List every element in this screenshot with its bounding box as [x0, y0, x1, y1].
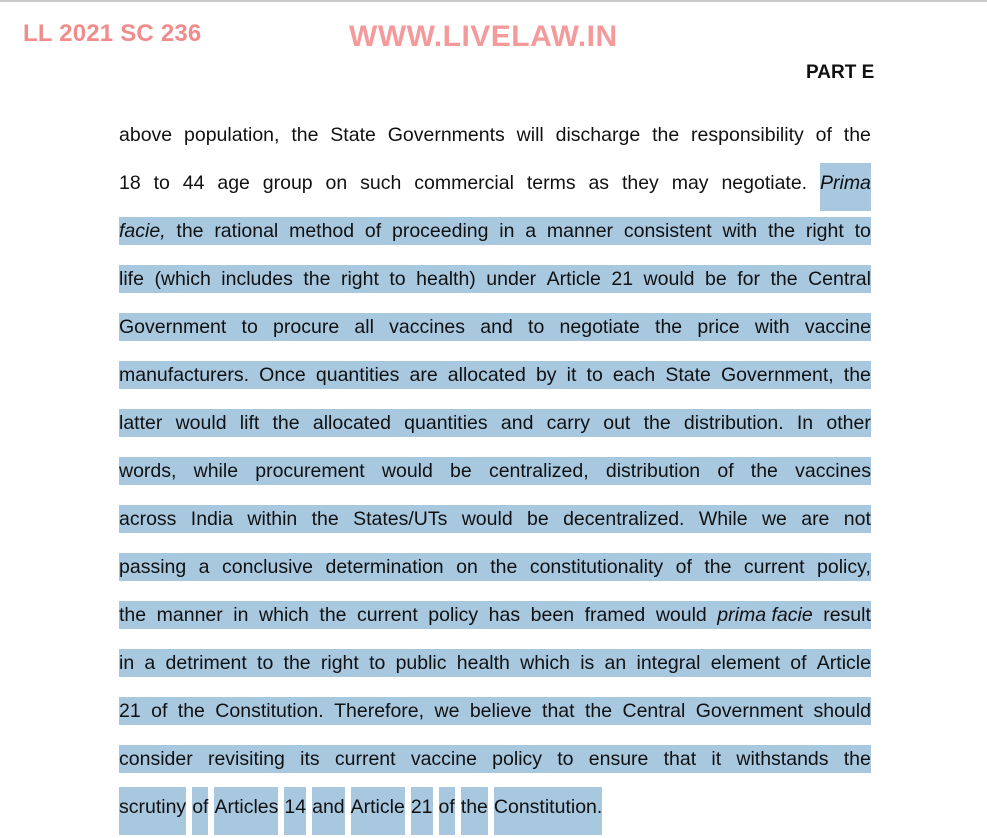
highlighted-word: to	[369, 652, 386, 674]
highlighted-word: rational	[214, 220, 279, 242]
word: will	[516, 124, 544, 146]
text-line	[119, 211, 871, 259]
word: State	[330, 124, 376, 146]
highlighted-word: India	[190, 508, 234, 530]
highlighted-word: distribution.	[683, 412, 784, 434]
highlighted-word: of	[364, 220, 382, 242]
highlighted-word: and	[480, 316, 513, 338]
highlighted-word: right	[805, 220, 844, 242]
highlighted-word: to	[557, 748, 574, 770]
highlighted-word: current	[334, 748, 396, 770]
highlighted-word: 21	[119, 700, 141, 722]
highlighted-word: has	[488, 604, 521, 626]
highlighted-word: policy,	[817, 556, 871, 578]
text-line	[119, 307, 871, 355]
highlighted-word: vaccines	[795, 460, 871, 482]
highlighted-word: allocated	[447, 364, 526, 386]
highlighted-word: would	[461, 508, 513, 530]
word: Governments	[387, 124, 505, 146]
highlighted-word: Constitution.	[215, 700, 324, 722]
word: the	[291, 124, 319, 146]
highlighted-word: of	[790, 652, 807, 674]
highlighted-word: a	[525, 220, 537, 242]
highlighted-word: distribution	[605, 460, 701, 482]
highlighted-word: a	[144, 652, 156, 674]
highlighted-word: health)	[416, 268, 476, 290]
highlighted-word: policy	[428, 604, 479, 626]
highlighted-word: scrutiny	[119, 787, 186, 835]
highlighted-word: not	[843, 508, 871, 530]
part-heading: PART E	[806, 62, 875, 83]
text-line	[119, 787, 871, 835]
word: population,	[184, 124, 280, 146]
highlighted-word: quantities	[404, 412, 488, 434]
highlighted-word: the	[272, 412, 300, 434]
highlighted-word: within	[247, 508, 298, 530]
highlighted-word: while	[193, 460, 239, 482]
word: terms	[526, 172, 576, 194]
highlighted-word: constitutionality	[529, 556, 664, 578]
highlighted-word: would	[643, 268, 695, 290]
highlighted-word: consistent	[623, 220, 712, 242]
highlighted-word: in	[119, 652, 135, 674]
highlighted-word: procurement	[255, 460, 365, 482]
highlighted-word: proceeding	[391, 220, 489, 242]
highlighted-word: Therefore,	[334, 700, 425, 722]
highlighted-word: right	[320, 652, 359, 674]
highlighted-word: the	[177, 700, 205, 722]
highlighted-word: 21	[411, 787, 433, 835]
word: to	[153, 172, 170, 194]
text-line	[119, 691, 871, 739]
highlighted-word: the	[176, 220, 204, 242]
highlighted-word: latter	[119, 412, 163, 434]
word: they	[621, 172, 659, 194]
highlighted-word: States/UTs	[353, 508, 448, 530]
highlighted-word: Central	[622, 700, 686, 722]
word: group	[262, 172, 313, 194]
word: age	[217, 172, 250, 194]
highlighted-word: a	[198, 556, 210, 578]
highlighted-word: of	[151, 700, 168, 722]
text-line	[119, 115, 871, 163]
highlighted-word: its	[300, 748, 320, 770]
highlighted-word: to	[241, 316, 258, 338]
highlighted-word: life	[119, 268, 144, 290]
highlighted-word: procure	[273, 316, 340, 338]
highlighted-word: quantities	[315, 364, 400, 386]
highlighted-word: the	[319, 604, 347, 626]
highlighted-word: Once	[259, 364, 306, 386]
highlighted-word: vaccine	[804, 316, 871, 338]
highlighted-word: to	[528, 316, 545, 338]
highlighted-word: we	[434, 700, 460, 722]
highlighted-word: manufacturers.	[119, 364, 250, 386]
highlighted-word: lift	[239, 412, 260, 434]
highlighted-word: it	[711, 748, 722, 770]
highlighted-word: right	[340, 268, 379, 290]
text-line	[119, 259, 871, 307]
highlighted-word: and	[500, 412, 534, 434]
highlighted-word: in	[233, 604, 249, 626]
highlighted-word: to	[257, 652, 274, 674]
highlighted-word: words,	[119, 460, 177, 482]
highlighted-word: been	[530, 604, 575, 626]
highlighted-word: framed	[584, 604, 646, 626]
highlighted-word: believe	[469, 700, 532, 722]
highlighted-word: of	[675, 556, 692, 578]
highlighted-word: are	[801, 508, 830, 530]
word: commercial	[414, 172, 514, 194]
highlighted-word: Government,	[720, 364, 834, 386]
highlighted-word: the	[311, 508, 339, 530]
highlighted-word: result	[823, 604, 871, 626]
word: of	[815, 124, 832, 146]
highlighted-word: health	[456, 652, 510, 674]
word: 18	[119, 172, 141, 194]
highlighted-word: element	[710, 652, 781, 674]
highlighted-word: Article	[816, 652, 871, 674]
highlighted-word: would	[381, 460, 433, 482]
highlighted-word: the	[750, 460, 778, 482]
highlighted-word: would	[655, 604, 707, 626]
highlighted-word: (which	[154, 268, 211, 290]
highlighted-word: conclusive	[221, 556, 314, 578]
text-line	[119, 451, 871, 499]
highlighted-word: the	[584, 700, 613, 722]
highlighted-word: ensure	[588, 748, 649, 770]
highlighted-word: While	[698, 508, 748, 530]
text-line	[119, 643, 871, 691]
highlighted-word: In	[796, 412, 814, 434]
highlighted-word: to	[854, 220, 871, 242]
word: as	[588, 172, 610, 194]
word: on	[325, 172, 348, 194]
word: the	[652, 124, 680, 146]
text-line	[119, 547, 871, 595]
highlighted-word: public	[395, 652, 447, 674]
highlighted-word: the	[655, 316, 683, 338]
highlighted-word: the	[643, 412, 671, 434]
highlighted-word: consider	[119, 748, 193, 770]
highlighted-word: the	[843, 364, 871, 386]
word: discharge	[555, 124, 641, 146]
highlighted-word: Central	[808, 268, 871, 290]
highlighted-word: be	[527, 508, 549, 530]
highlighted-word: prima facie	[717, 604, 813, 626]
highlighted-word: by	[535, 364, 557, 386]
word: may	[671, 172, 709, 194]
highlighted-word: and	[312, 787, 345, 835]
highlighted-word: carry	[546, 412, 590, 434]
highlighted-word: integral	[636, 652, 701, 674]
highlighted-word: passing	[119, 556, 187, 578]
highlighted-word: method	[289, 220, 355, 242]
highlighted-word: decentralized.	[563, 508, 685, 530]
highlighted-word: vaccine	[410, 748, 477, 770]
highlighted-word: Article	[546, 268, 601, 290]
highlighted-word: of	[717, 460, 734, 482]
highlighted-word: 14	[284, 787, 306, 835]
highlighted-word: all	[354, 316, 374, 338]
highlighted-word: current	[743, 556, 805, 578]
highlighted-word: that	[542, 700, 575, 722]
highlighted-word: out	[603, 412, 631, 434]
highlighted-word: which	[520, 652, 570, 674]
word: the	[843, 124, 871, 146]
highlighted-word: of	[439, 787, 455, 835]
highlighted-word: determination	[325, 556, 444, 578]
highlighted-word: the	[283, 652, 311, 674]
highlighted-word: each	[612, 364, 656, 386]
highlighted-word: for	[737, 268, 760, 290]
highlighted-word: the	[303, 268, 331, 290]
word: such	[360, 172, 402, 194]
highlighted-word: is	[580, 652, 595, 674]
highlighted-word: should	[813, 700, 871, 722]
highlighted-word: Constitution.	[494, 787, 602, 835]
highlighted-word: withstands	[736, 748, 829, 770]
highlighted-word: the	[461, 787, 488, 835]
highlighted-word: to	[586, 364, 603, 386]
text-line	[119, 595, 871, 643]
text-line	[119, 163, 871, 211]
highlighted-word: vaccines	[389, 316, 466, 338]
judgment-paragraph[interactable]	[119, 115, 871, 835]
highlighted-word: be	[705, 268, 727, 290]
highlighted-word: facie,	[119, 220, 166, 242]
highlighted-word: with	[722, 220, 758, 242]
highlighted-word: an	[604, 652, 627, 674]
highlighted-word: the	[767, 220, 796, 242]
highlighted-word: in	[499, 220, 515, 242]
highlighted-word: would	[175, 412, 227, 434]
text-line	[119, 499, 871, 547]
highlighted-word: under	[486, 268, 537, 290]
word: above	[119, 124, 173, 146]
highlighted-word: Articles	[214, 787, 278, 835]
highlighted-word: are	[409, 364, 438, 386]
highlighted-word: manner	[156, 604, 223, 626]
highlighted-word: centralized,	[488, 460, 589, 482]
highlighted-word: it	[566, 364, 577, 386]
highlighted-word: across	[119, 508, 177, 530]
highlighted-word: the	[770, 268, 798, 290]
highlighted-word: current	[357, 604, 418, 626]
highlighted-word: on	[456, 556, 478, 578]
highlighted-word: price	[697, 316, 740, 338]
highlighted-word: the	[843, 748, 871, 770]
highlighted-word: Article	[351, 787, 405, 835]
top-border	[0, 0, 987, 2]
highlighted-word: which	[259, 604, 309, 626]
highlighted-word: 21	[611, 268, 634, 290]
text-line	[119, 739, 871, 787]
highlighted-word: manner	[546, 220, 614, 242]
highlighted-word: Prima	[820, 163, 871, 211]
highlighted-word: other	[826, 412, 871, 434]
highlighted-word: detriment	[165, 652, 247, 674]
highlighted-word: that	[663, 748, 697, 770]
highlighted-word: policy	[492, 748, 543, 770]
highlighted-word: the	[119, 604, 147, 626]
word: negotiate.	[721, 172, 808, 194]
text-line	[119, 403, 871, 451]
text-line	[119, 355, 871, 403]
highlighted-word: allocated	[312, 412, 391, 434]
highlighted-word: State	[665, 364, 711, 386]
citation-watermark: LL 2021 SC 236	[23, 20, 202, 47]
highlighted-word: revisiting	[207, 748, 285, 770]
highlighted-word: the	[490, 556, 518, 578]
highlighted-word: the	[704, 556, 732, 578]
highlighted-word: includes	[221, 268, 293, 290]
highlighted-word: Government	[695, 700, 804, 722]
word: 44	[182, 172, 205, 194]
highlighted-word: to	[389, 268, 406, 290]
site-watermark: WWW.LIVELAW.IN	[349, 20, 618, 53]
highlighted-word: with	[754, 316, 790, 338]
highlighted-word: negotiate	[559, 316, 640, 338]
word: responsibility	[691, 124, 804, 146]
highlighted-word: be	[450, 460, 472, 482]
highlighted-word: of	[192, 787, 208, 835]
highlighted-word: we	[761, 508, 787, 530]
highlighted-word: Government	[119, 316, 227, 338]
